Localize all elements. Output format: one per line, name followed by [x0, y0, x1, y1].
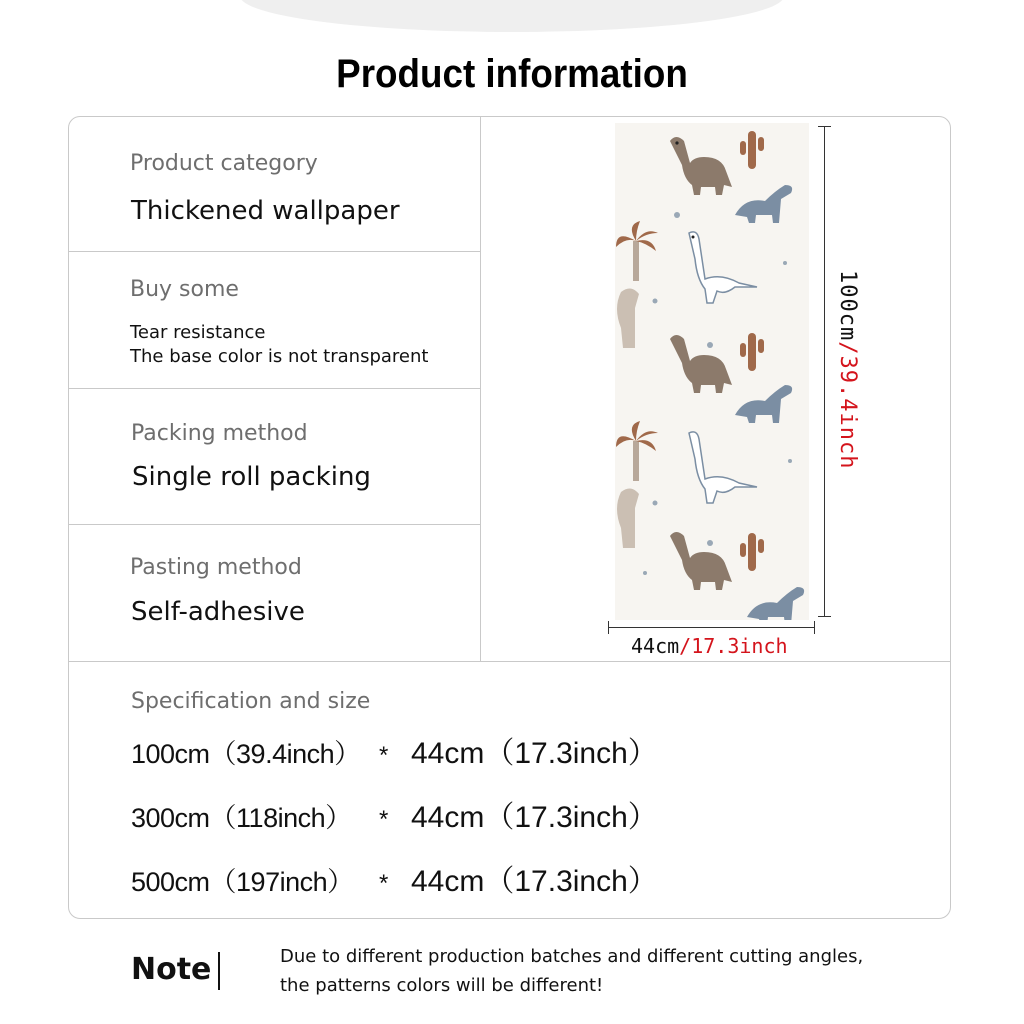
height-label: 100cm/39.4inch [835, 270, 860, 470]
divider [480, 117, 481, 661]
leaf-icon [643, 212, 792, 575]
size-length: 300cm（118inch） [131, 803, 352, 833]
dinosaur-icon [735, 185, 792, 223]
dinosaur-icon [617, 288, 639, 348]
dinosaur-icon [617, 488, 639, 548]
size-option [131, 856, 658, 900]
size-width: 44cm（17.3inch） [411, 737, 658, 770]
packing-method-value: Single roll packing [132, 462, 371, 492]
cactus-icon [740, 533, 764, 571]
width-label: 44cm/17.3inch [631, 634, 788, 658]
divider [69, 661, 950, 662]
dinosaur-icon [689, 432, 757, 503]
dinosaur-pattern [615, 123, 809, 620]
size-width: 44cm（17.3inch） [411, 801, 658, 834]
note-divider [218, 952, 220, 990]
size-separator: * [379, 870, 389, 897]
size-option [131, 792, 658, 836]
dinosaur-icon [689, 232, 757, 303]
divider [69, 251, 480, 252]
note-line: the patterns colors will be different! [280, 975, 604, 996]
cactus-icon [740, 333, 764, 371]
divider [69, 524, 480, 525]
cactus-icon [740, 131, 764, 169]
pasting-method-value: Self-adhesive [131, 597, 305, 627]
product-category-label: Product category [130, 151, 318, 176]
dimension-cap [608, 621, 609, 634]
page-title: Product information [336, 52, 688, 96]
divider [69, 388, 480, 389]
feature-line: The base color is not transparent [130, 346, 429, 367]
size-separator: * [379, 742, 389, 769]
dimension-cap [818, 126, 831, 127]
size-separator: * [379, 806, 389, 833]
dinosaur-icon [670, 532, 732, 590]
dinosaur-icon [735, 385, 792, 423]
pasting-method-label: Pasting method [130, 555, 302, 580]
dinosaur-icon [670, 335, 732, 393]
dinosaur-icon [747, 587, 804, 620]
spec-label: Specification and size [131, 689, 371, 714]
top-decoration [240, 0, 784, 32]
product-category-value: Thickened wallpaper [131, 196, 400, 226]
buy-some-label: Buy some [130, 277, 239, 302]
width-dimension-line [608, 627, 814, 628]
size-option [131, 728, 658, 772]
size-length: 100cm（39.4inch） [131, 739, 361, 769]
size-length: 500cm（197inch） [131, 867, 354, 897]
dinosaur-icon [670, 137, 732, 195]
dimension-cap [818, 616, 831, 617]
height-dimension-line [824, 126, 825, 616]
palm-tree-icon [616, 421, 658, 481]
feature-line: Tear resistance [130, 322, 266, 343]
note-label: Note [131, 952, 212, 987]
packing-method-label: Packing method [131, 421, 308, 446]
palm-tree-icon [616, 221, 658, 281]
size-width: 44cm（17.3inch） [411, 865, 658, 898]
wallpaper-preview [615, 123, 809, 620]
note-text [280, 942, 863, 1000]
note-line: Due to different production batches and different cutting angles, [280, 946, 864, 967]
dimension-cap [814, 621, 815, 634]
